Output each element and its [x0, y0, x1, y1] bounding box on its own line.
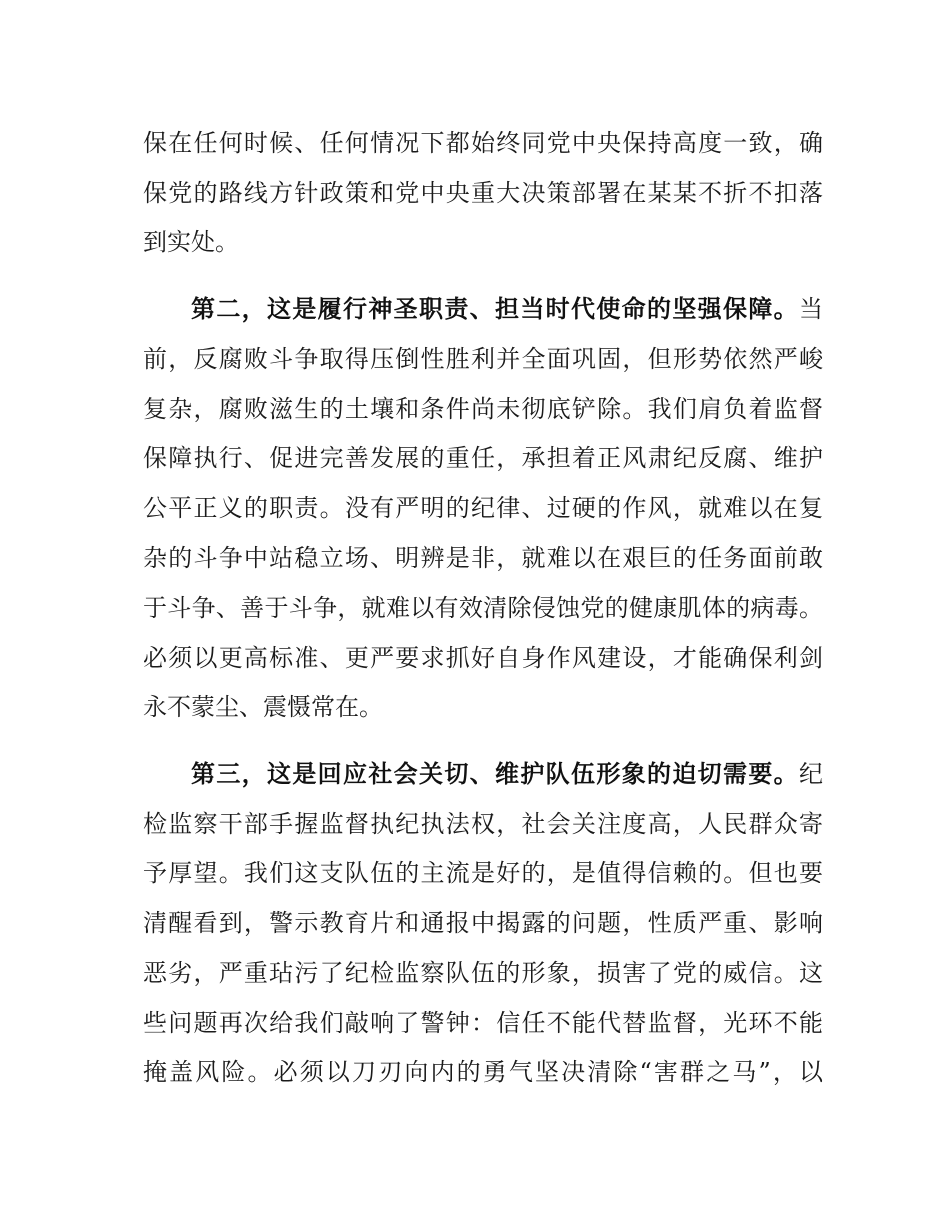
text-line: 恶劣，严重玷污了纪检监察队伍的形象，损害了党的威信。这: [143, 959, 823, 987]
text-run: 当: [799, 295, 823, 323]
text-line: 检监察干部手握监督执纪执法权，社会关注度高，人民群众寄: [143, 810, 823, 838]
text-line: 予厚望。我们这支队伍的主流是好的，是值得信赖的。但也要: [143, 859, 823, 887]
text-line: 永不蒙尘、震慑常在。: [143, 693, 383, 721]
text-line: 于斗争、善于斗争，就难以有效清除侵蚀党的健康肌体的病毒。: [143, 594, 823, 622]
paragraph-heading: 第二，这是履行神圣职责、担当时代使命的坚强保障。: [191, 295, 799, 323]
text-run: 纪: [799, 760, 823, 788]
text-line: 必须以更高标准、更严要求抓好自身作风建设，才能确保利剑: [143, 644, 823, 672]
text-line: 掩盖风险。必须以刀刃向内的勇气坚决清除“害群之马”，以: [143, 1058, 823, 1086]
text-line: 杂的斗争中站稳立场、明辨是非，就难以在艰巨的任务面前敢: [143, 544, 823, 572]
text-line: 保障执行、促进完善发展的重任，承担着正风肃纪反腐、维护: [143, 444, 823, 472]
text-line: 清醒看到，警示教育片和通报中揭露的问题，性质严重、影响: [143, 909, 823, 937]
text-line: 到实处。: [143, 228, 239, 256]
text-line: 些问题再次给我们敲响了警钟：信任不能代替监督，光环不能: [143, 1009, 823, 1037]
text-line: 公平正义的职责。没有严明的纪律、过硬的作风，就难以在复: [143, 494, 823, 522]
text-line: 保在任何时候、任何情况下都始终同党中央保持高度一致，确: [143, 129, 823, 157]
paragraph-heading: 第三，这是回应社会关切、维护队伍形象的迫切需要。: [191, 760, 799, 788]
paragraph-first-line: [191, 289, 823, 329]
text-line: 保党的路线方针政策和党中央重大决策部署在某某不折不扣落: [143, 179, 823, 207]
text-line: 复杂，腐败滋生的土壤和条件尚未彻底铲除。我们肩负着监督: [143, 395, 823, 423]
paragraph-first-line: [191, 754, 823, 794]
text-line: 前，反腐败斗争取得压倒性胜利并全面巩固，但形势依然严峻: [143, 345, 823, 373]
